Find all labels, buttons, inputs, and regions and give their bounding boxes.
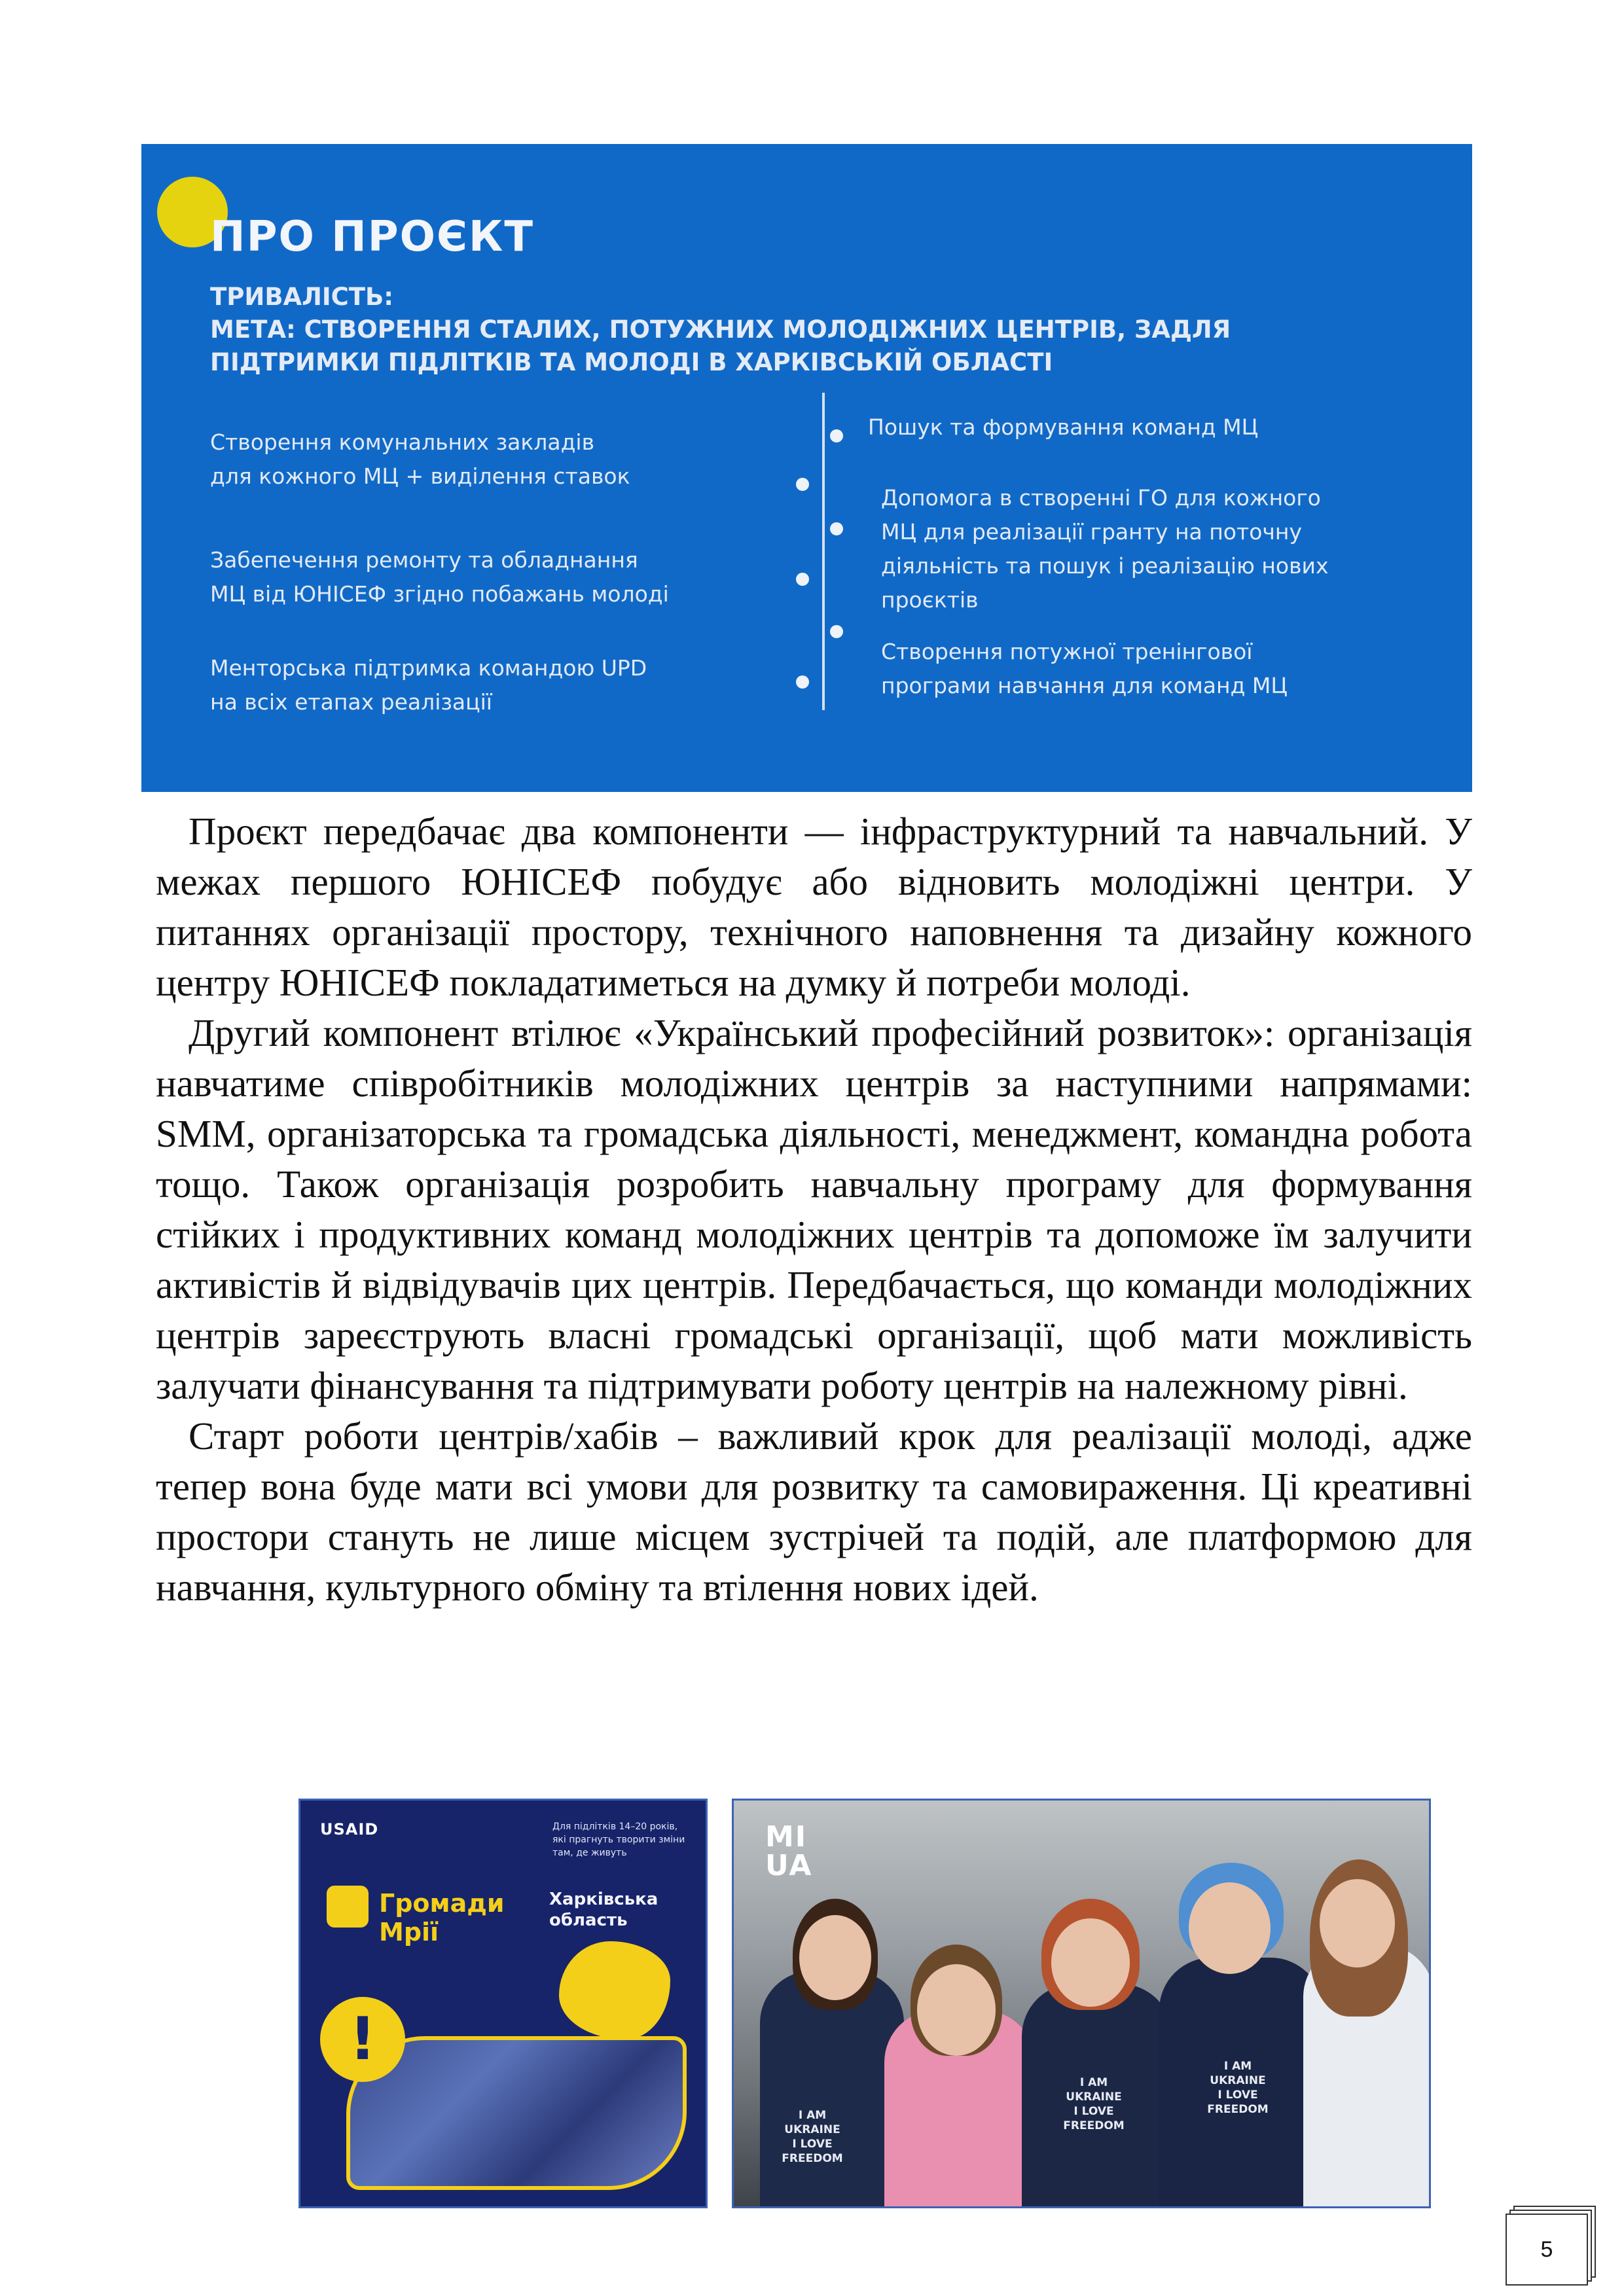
timeline-line: [822, 393, 825, 710]
shirt-print-1: I AM UKRAINE I LOVE FREEDOM: [782, 2109, 843, 2165]
poster-blurb: Для підлітків 14–20 років, які прагнуть творити зміни там, де живуть: [552, 1821, 685, 1858]
shirt-print-2: I AM UKRAINE I LOVE FREEDOM: [1063, 2076, 1125, 2132]
sun-logo-icon: [327, 1886, 369, 1928]
poster-image: [298, 1799, 708, 2208]
banner-duration-label: ТРИВАЛІСТЬ:: [210, 283, 394, 311]
banner-right-item: Пошук та формування команд МЦ: [868, 414, 1259, 440]
page-number: 5: [1506, 2214, 1588, 2286]
paragraph-3: Старт роботи центрів/хабів – важливий крок для реалізації молоді, адже тепер вона буде мати всі умови для розвитку та самовираження. Ці креативні простори стануть не лише місцем зустрічей та подій, але платформою для навчання, культурного обміну та втілення нових ідей.: [156, 1414, 1472, 1609]
region-map-icon: [559, 1941, 670, 2039]
face-3: [1051, 1918, 1130, 2007]
project-banner: [141, 144, 1472, 792]
poster-brand: Громади Мрії: [379, 1889, 505, 1946]
banner-left-item: Менторська підтримка командою UPD на всіх етапах реалізації: [210, 655, 647, 715]
face-4: [1189, 1882, 1271, 1974]
banner-goal-line2: ПІДТРИМКИ ПІДЛІТКІВ ТА МОЛОДІ В ХАРКІВСЬКІЙ ОБЛАСТІ: [210, 348, 1053, 376]
banner-left-item: Забепечення ремонту та обладнання МЦ від ЮНІСЕФ згідно побажань молоді: [210, 547, 669, 607]
timeline-dot: [796, 675, 809, 689]
banner-goal-line1: МЕТА: СТВОРЕННЯ СТАЛИХ, ПОТУЖНИХ МОЛОДІЖНИХ ЦЕНТРІВ, ЗАДЛЯ: [210, 315, 1231, 344]
timeline-dot: [796, 478, 809, 491]
paragraph-1: Проєкт передбачає два компоненти — інфраструктурний та навчальний. У межах першого ЮНІСЕФ побудує або відновить молодіжні центри. У питаннях організації простору, технічного наповнення та дизайну кожного центру ЮНІСЕФ покладатиметься на думку й потреби молоді.: [156, 810, 1472, 1004]
face-5: [1320, 1879, 1395, 1967]
shirt-print-3: I AM UKRAINE I LOVE FREEDOM: [1207, 2060, 1269, 2116]
timeline-dot: [796, 573, 809, 586]
body-text: [156, 806, 1472, 1613]
group-photo: [732, 1799, 1431, 2208]
timeline-dot: [830, 429, 843, 442]
usaid-logo: USAID: [320, 1820, 379, 1839]
timeline-dot: [830, 625, 843, 638]
exclamation-icon: !: [320, 1997, 405, 2082]
face-2: [917, 1964, 996, 2056]
banner-title: ПРО ПРОЄКТ: [210, 213, 534, 261]
paragraph-2: Другий компонент втілює «Український професійний розвиток»: організація навчатиме співробітників молодіжних центрів за наступними напрямами: SMM, організаторська та громадська діяльності, менеджмент, командна робота тощо. Також організація розробить навчальну програму для формування стійких і продуктивних команд молодіжних центрів та допоможе їм залучити активістів й відвідувачів цих центрів. Передбачається, що команди молодіжних центрів зареєструють власні громадські організації, щоб мати можливість залучати фінансування та підтримувати роботу центрів на належному рівні.: [156, 1011, 1472, 1407]
banner-right-item: Створення потужної тренінгової програми навчання для команд МЦ: [881, 639, 1288, 698]
poster-region: Харківська область: [549, 1890, 659, 1930]
photo-watermark: MI UA: [765, 1820, 813, 1882]
timeline-dot: [830, 522, 843, 535]
face-1: [799, 1915, 871, 2000]
banner-left-item: Створення комунальних закладів для кожного МЦ + виділення ставок: [210, 429, 630, 489]
banner-right-item: Допомога в створенні ГО для кожного МЦ для реалізації гранту на поточну діяльність та пошук і реалізацію нових проєктів: [881, 485, 1329, 613]
